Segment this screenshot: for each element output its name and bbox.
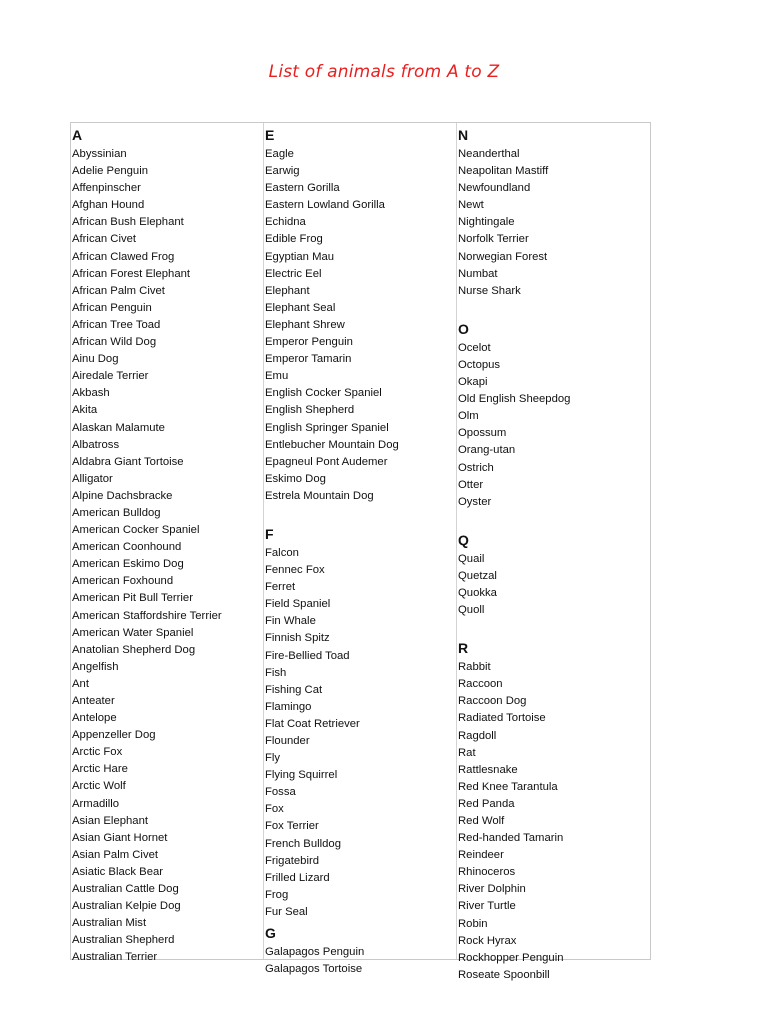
- animal-item: Norfolk Terrier: [458, 233, 529, 246]
- animal-item: Arctic Wolf: [72, 780, 126, 793]
- animal-item: Rat: [458, 746, 476, 759]
- animal-item: Norwegian Forest: [458, 250, 548, 263]
- animal-item: African Bush Elephant: [72, 216, 184, 229]
- column-divider: [263, 123, 264, 959]
- animal-item: American Staffordshire Terrier: [72, 609, 222, 622]
- animal-item: Oyster: [458, 495, 492, 508]
- animal-item: Field Spaniel: [265, 598, 331, 611]
- animal-item: Okapi: [458, 376, 488, 389]
- animal-item: Neanderthal: [458, 148, 520, 160]
- section-letter: N: [458, 127, 469, 143]
- animal-item: African Forest Elephant: [72, 267, 191, 280]
- animal-item: Arctic Hare: [72, 763, 128, 776]
- animal-item: Quoll: [458, 604, 485, 617]
- animal-item: Eastern Gorilla: [265, 182, 340, 195]
- animal-item: Nightingale: [458, 216, 515, 229]
- animal-item: Australian Kelpie Dog: [72, 900, 181, 913]
- animal-item: Australian Shepherd: [72, 934, 175, 947]
- animal-item: Raccoon: [458, 678, 503, 691]
- animal-item: Ostrich: [458, 461, 494, 474]
- animal-item: Echidna: [265, 216, 306, 229]
- animal-item: Elephant Shrew: [265, 318, 345, 331]
- animal-item: African Clawed Frog: [72, 250, 175, 263]
- animal-item: Orang-utan: [458, 444, 516, 457]
- animal-item: English Shepherd: [265, 404, 355, 417]
- section-letter: R: [458, 640, 469, 657]
- animal-item: Flamingo: [265, 700, 312, 713]
- animal-item: Eastern Lowland Gorilla: [265, 199, 385, 212]
- animal-item: Armadillo: [72, 797, 120, 810]
- animal-item: Elephant Seal: [265, 301, 336, 314]
- animal-item: Robin: [458, 917, 488, 930]
- page-title: List of animals from A to Z: [268, 62, 500, 82]
- section-letter: G: [265, 925, 276, 942]
- animal-item: Adelie Penguin: [72, 165, 149, 178]
- animal-item: Frog: [265, 888, 289, 901]
- animal-item: American Eskimo Dog: [72, 558, 184, 571]
- animal-item: Quetzal: [458, 569, 497, 582]
- animal-item: Numbat: [458, 267, 498, 280]
- animal-item: Raccoon Dog: [458, 695, 527, 708]
- animal-item: Australian Cattle Dog: [72, 883, 179, 896]
- animal-item: American Coonhound: [72, 541, 182, 554]
- animal-item: Estrela Mountain Dog: [265, 489, 374, 502]
- animal-item: Flat Coat Retriever: [265, 717, 360, 730]
- animal-item: Reindeer: [458, 849, 504, 862]
- animal-item: Arctic Fox: [72, 746, 123, 759]
- animal-item: Epagneul Pont Audemer: [265, 455, 388, 468]
- section-gap: [265, 505, 455, 522]
- column-3: [458, 123, 650, 984]
- animal-item: Australian Terrier: [72, 951, 158, 964]
- animal-item: Otter: [458, 478, 484, 491]
- animal-item: Earwig: [265, 165, 300, 178]
- animal-item: Ragdoll: [458, 729, 497, 742]
- animal-item: American Bulldog: [72, 506, 161, 519]
- animal-item: Fishing Cat: [265, 683, 323, 696]
- animal-item: Flounder: [265, 735, 310, 747]
- animal-item: Rattlesnake: [458, 763, 518, 776]
- animal-item: American Cocker Spaniel: [72, 524, 200, 537]
- animal-item: Albatross: [72, 438, 120, 451]
- animal-item: Fin Whale: [265, 615, 316, 628]
- animal-item: Abyssinian: [72, 148, 127, 160]
- section-letter: Q: [458, 531, 469, 548]
- animal-item: American Water Spaniel: [72, 626, 194, 639]
- section-letter: F: [265, 525, 274, 542]
- animal-item: Radiated Tortoise: [458, 712, 546, 725]
- animal-item: Ocelot: [458, 341, 491, 354]
- animal-item: Asian Giant Hornet: [72, 831, 168, 844]
- animal-item: Entlebucher Mountain Dog: [265, 438, 399, 451]
- animal-item: Fish: [265, 666, 287, 679]
- animal-item: Neapolitan Mastiff: [458, 165, 549, 178]
- animal-item: Anatolian Shepherd Dog: [72, 643, 196, 656]
- animal-item: Red Wolf: [458, 815, 505, 827]
- animal-item: Red Knee Tarantula: [458, 780, 558, 793]
- section-gap: [458, 300, 650, 317]
- section-gap: [458, 511, 650, 528]
- column-divider: [456, 123, 457, 959]
- animal-item: River Dolphin: [458, 883, 526, 896]
- animal-item: Fox: [265, 803, 284, 816]
- section-letter: O: [458, 320, 469, 337]
- animal-item: Frigatebird: [265, 854, 319, 867]
- animal-item: American Pit Bull Terrier: [72, 592, 193, 605]
- animal-item: Red Panda: [458, 797, 515, 810]
- animal-item: Electric Eel: [265, 267, 322, 280]
- animals-table: [70, 122, 651, 981]
- animal-item: Galapagos Penguin: [265, 946, 365, 959]
- column-2: [265, 123, 455, 978]
- animal-item: Egyptian Mau: [265, 250, 335, 263]
- animal-item: Newfoundland: [458, 182, 531, 195]
- animal-item: Ferret: [265, 581, 296, 594]
- animal-item: Edible Frog: [265, 233, 323, 246]
- animal-item: Rhinoceros: [458, 866, 516, 879]
- animal-item: Ant: [72, 677, 89, 690]
- animal-item: Olm: [458, 410, 479, 423]
- section-letter: A: [72, 127, 83, 143]
- animal-item: Australian Mist: [72, 917, 147, 930]
- animal-item: African Civet: [72, 233, 137, 246]
- section-letter: E: [265, 127, 275, 143]
- animal-item: Asiatic Black Bear: [72, 865, 164, 878]
- animal-item: Afghan Hound: [72, 199, 145, 212]
- animal-item: Appenzeller Dog: [72, 729, 156, 742]
- animal-item: Fur Seal: [265, 905, 308, 918]
- animal-item: Aldabra Giant Tortoise: [72, 455, 184, 468]
- animal-item: Rockhopper Penguin: [458, 951, 564, 964]
- animal-item: Affenpinscher: [72, 182, 141, 195]
- animal-item: Roseate Spoonbill: [458, 968, 550, 981]
- animal-item: Fox Terrier: [265, 820, 319, 833]
- column-1: [72, 123, 262, 967]
- animal-item: Quokka: [458, 586, 497, 599]
- animal-item: Frilled Lizard: [265, 871, 330, 884]
- animal-item: Emu: [265, 370, 289, 383]
- animal-item: Emperor Penguin: [265, 336, 353, 349]
- animal-item: African Wild Dog: [72, 336, 157, 349]
- section-gap: [458, 619, 650, 636]
- animal-item: Fossa: [265, 786, 296, 799]
- animal-item: Old English Sheepdog: [458, 393, 571, 406]
- animal-item: English Springer Spaniel: [265, 421, 389, 434]
- animal-item: Flying Squirrel: [265, 769, 338, 782]
- animal-item: Fire-Bellied Toad: [265, 649, 350, 662]
- animal-item: African Palm Civet: [72, 284, 165, 297]
- animal-item: Alpine Dachsbracke: [72, 489, 173, 502]
- animal-item: French Bulldog: [265, 837, 341, 850]
- animal-item: African Tree Toad: [72, 318, 161, 331]
- animal-item: Fennec Fox: [265, 564, 325, 577]
- animal-item: Opossum: [458, 427, 507, 440]
- animal-item: Asian Elephant: [72, 814, 148, 827]
- animal-item: Akita: [72, 404, 98, 417]
- animal-item: Akbash: [72, 387, 110, 400]
- animal-item: Nurse Shark: [458, 284, 521, 297]
- animal-item: African Penguin: [72, 301, 152, 314]
- animal-item: Elephant: [265, 284, 310, 297]
- animal-item: Finnish Spitz: [265, 632, 330, 645]
- animal-item: Asian Palm Civet: [72, 848, 159, 861]
- animal-item: Falcon: [265, 546, 299, 559]
- animal-item: Galapagos Tortoise: [265, 963, 363, 976]
- animal-item: American Foxhound: [72, 575, 174, 588]
- animal-item: Alligator: [72, 472, 113, 485]
- animal-item: Angelfish: [72, 660, 119, 673]
- animal-item: Rock Hyrax: [458, 934, 517, 947]
- animal-item: Alaskan Malamute: [72, 421, 165, 434]
- animal-item: River Turtle: [458, 900, 516, 913]
- animal-item: Ainu Dog: [72, 353, 119, 366]
- animal-item: Quail: [458, 552, 485, 565]
- animal-item: Newt: [458, 199, 484, 212]
- animal-item: Eskimo Dog: [265, 472, 326, 485]
- animal-item: Antelope: [72, 712, 117, 725]
- animal-item: Airedale Terrier: [72, 370, 149, 383]
- animal-item: Emperor Tamarin: [265, 353, 352, 366]
- animal-item: Anteater: [72, 695, 115, 707]
- animal-item: English Cocker Spaniel: [265, 387, 382, 400]
- animal-item: Fly: [265, 752, 281, 765]
- animal-item: Red-handed Tamarin: [458, 832, 564, 845]
- animal-item: Eagle: [265, 148, 294, 160]
- animal-item: Octopus: [458, 358, 501, 371]
- animal-item: Rabbit: [458, 661, 491, 674]
